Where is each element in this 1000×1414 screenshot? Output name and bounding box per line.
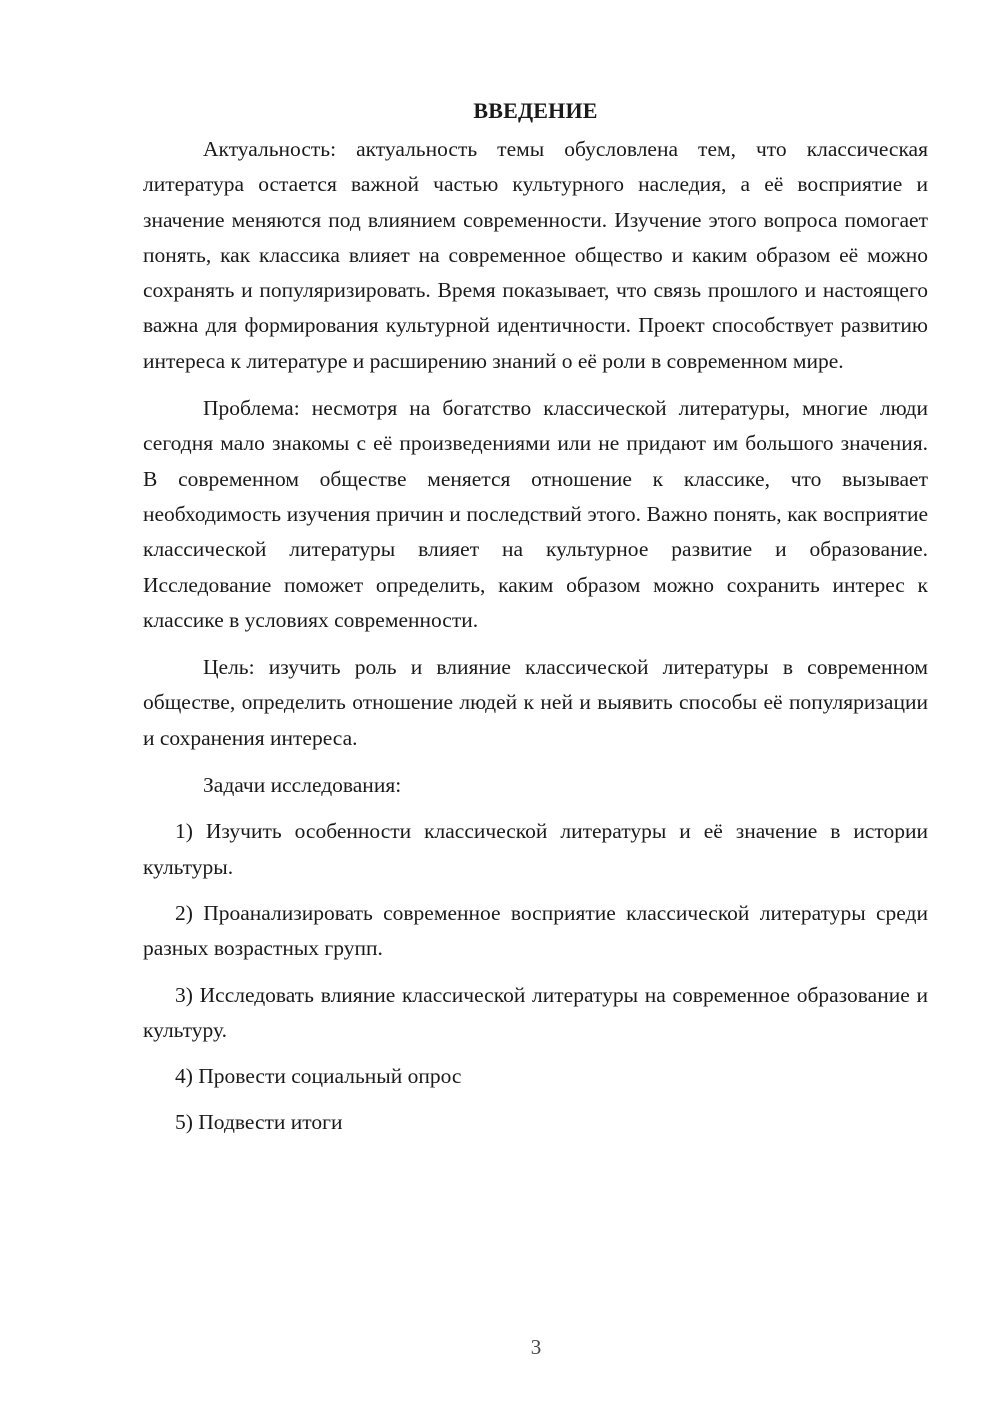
section-title: ВВЕДЕНИЕ xyxy=(473,98,598,123)
task-item-4: 4) Провести социальный опрос xyxy=(175,1064,462,1089)
page-number: 3 xyxy=(530,1335,542,1359)
task-item-3: 3) Исследовать влияние классической литературы на современное образование и культуру. xyxy=(143,982,928,1042)
tasks-heading: Задачи исследования: xyxy=(203,773,402,798)
task-item-5: 5) Подвести итоги xyxy=(175,1110,343,1135)
task-item-2: 2) Проанализировать современное восприятие классической литературы среди разных возрастных групп. xyxy=(143,900,928,961)
problem-paragraph: Проблема: несмотря на богатство классической литературы, многие люди сегодня мало знакомы с её произведениями или не придают им большого значения. В современном обществе меняется отношение к классике, что вызывает необходимость изучения причин и последствий этого. Важно понять, как восприятие классической литературы влияет на культурное развитие и образование. Исследование поможет определить, каким образом можно сохранить интерес к классике в условиях современности. xyxy=(143,396,928,632)
page-content xyxy=(143,96,928,1141)
task-item-1: 1) Изучить особенности классической литературы и её значение в истории культуры. xyxy=(143,819,928,879)
goal-paragraph: Цель: изучить роль и влияние классической литературы в современном обществе, определить отношение людей к ней и выявить способы её популяризации и сохранения интереса. xyxy=(143,655,928,750)
relevance-paragraph: Актуальность: актуальность темы обусловлена тем, что классическая литература остается важной частью культурного наследия, а её восприятие и значение меняются под влиянием современности. Изучение этого вопроса помогает понять, как классика влияет на современное общество и каким образом её можно сохранять и популяризировать. Время показывает, что связь прошлого и настоящего важна для формирования культурной идентичности. Проект способствует развитию интереса к литературе и расширению знаний о её роли в современном мире. xyxy=(143,137,928,373)
